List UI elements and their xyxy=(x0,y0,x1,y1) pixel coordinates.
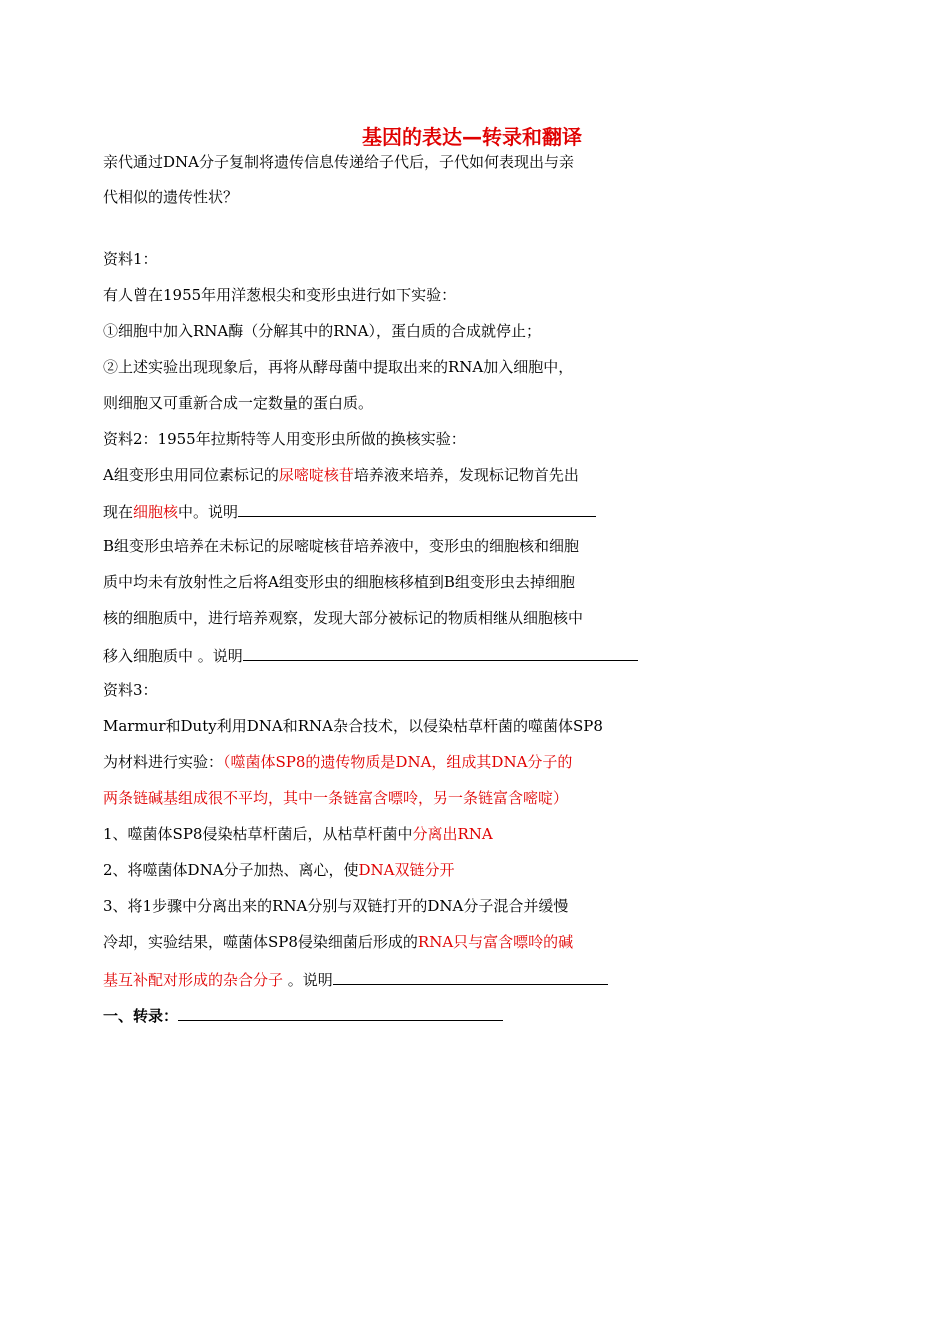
answer-blank-2[interactable] xyxy=(243,644,638,661)
step-3-line-2 xyxy=(103,932,573,952)
material-1-line-1: 有人曾在1955年用洋葱根尖和变形虫进行如下实验： xyxy=(103,286,457,304)
highlight-note: （噬菌体SP8的遗传物质是DNA，组成其DNA分子的 xyxy=(223,753,573,771)
material-2-heading: 资料2：1955年拉斯特等人用变形虫所做的换核实验： xyxy=(103,430,466,448)
material-2-line-7 xyxy=(103,644,638,666)
highlight-hybrid: 基互补配对形成的杂合分子 xyxy=(103,971,284,989)
section-transcription xyxy=(103,1004,503,1026)
text-segment: 中。说明 xyxy=(178,503,239,521)
text-segment: 2、将噬菌体DNA分子加热、离心，使 xyxy=(103,861,359,879)
material-3-line-3: 两条链碱基组成很不平均，其中一条链富含嘌呤，另一条链富含嘧啶） xyxy=(103,789,569,807)
text-segment: 冷却，实验结果，噬菌体SP8侵染细菌后形成的 xyxy=(103,933,418,951)
material-2-line-3 xyxy=(103,500,596,522)
material-3-heading: 资料3： xyxy=(103,681,158,699)
material-1-heading: 资料1： xyxy=(103,250,158,268)
material-3-line-1: Marmur和Duty利用DNA和RNA杂合技术，以侵染枯草杆菌的噬菌体SP8 xyxy=(103,717,603,735)
text-segment: 移入细胞质中 。说明 xyxy=(103,647,243,665)
text-segment: 为材料进行实验： xyxy=(103,753,224,771)
answer-blank-1[interactable] xyxy=(238,500,596,517)
text-segment: 培养液来培养，发现标记物首先出 xyxy=(353,466,579,484)
step-3-line-3 xyxy=(103,968,608,990)
material-2-line-5: 质中均未有放射性之后将A组变形虫的细胞核移植到B组变形虫去掉细胞 xyxy=(103,573,575,591)
text-segment: 。说明 xyxy=(283,971,333,989)
highlight-rna: 分离出RNA xyxy=(412,825,493,843)
section-label: 一、转录： xyxy=(103,1007,179,1025)
highlight-nucleus: 细胞核 xyxy=(133,503,179,521)
material-1-line-2: ①细胞中加入RNA酶（分解其中的RNA），蛋白质的合成就停止； xyxy=(103,322,542,340)
step-2 xyxy=(103,860,455,880)
page-title: 基因的表达—转录和翻译 xyxy=(362,125,582,149)
material-2-line-6: 核的细胞质中，进行培养观察，发现大部分被标记的物质相继从细胞核中 xyxy=(103,609,584,627)
material-1-line-4: 则细胞又可重新合成一定数量的蛋白质。 xyxy=(103,394,374,412)
answer-blank-3[interactable] xyxy=(333,968,608,985)
material-2-line-2 xyxy=(103,465,579,485)
material-3-line-2 xyxy=(103,752,572,772)
material-1-line-3: ②上述实验出现现象后，再将从酵母菌中提取出来的RNA加入细胞中， xyxy=(103,358,574,376)
material-2-line-4: B组变形虫培养在未标记的尿嘧啶核苷培养液中，变形虫的细胞核和细胞 xyxy=(103,537,580,555)
intro-line-2: 代相似的遗传性状？ xyxy=(103,188,239,206)
step-1 xyxy=(103,824,493,844)
step-3-line-1: 3、将1步骤中分离出来的RNA分别与双链打开的DNA分子混合并缓慢 xyxy=(103,897,569,915)
highlight-uridine: 尿嘧啶核苷 xyxy=(278,466,354,484)
text-segment: 1、噬菌体SP8侵染枯草杆菌后，从枯草杆菌中 xyxy=(103,825,413,843)
text-segment: A组变形虫用同位素标记的 xyxy=(103,466,279,484)
text-segment: 现在 xyxy=(103,503,134,521)
highlight-result: RNA只与富含嘌呤的碱 xyxy=(417,933,574,951)
intro-line-1: 亲代通过DNA分子复制将遗传信息传递给子代后，子代如何表现出与亲 xyxy=(103,153,574,171)
highlight-dna: DNA双链分开 xyxy=(358,861,455,879)
answer-blank-4[interactable] xyxy=(178,1004,503,1021)
